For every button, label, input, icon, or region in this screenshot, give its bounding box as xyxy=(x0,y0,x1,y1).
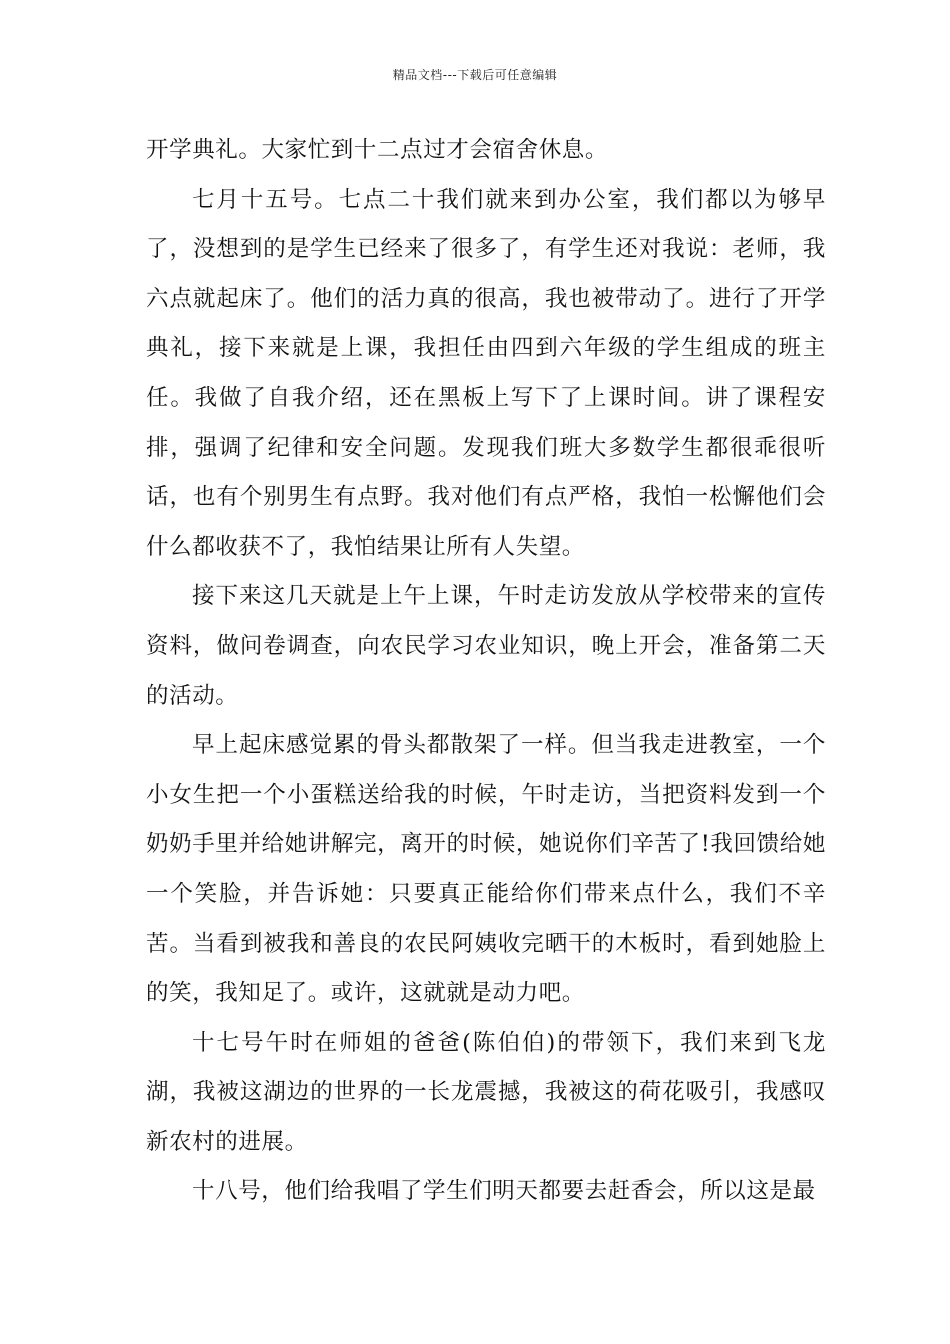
paragraph-6: 十八号，他们给我唱了学生们明天都要去赶香会，所以这是最 xyxy=(192,1178,816,1205)
page-header: 精品文档---下载后可任意编辑 xyxy=(392,68,558,82)
paragraph-4: 早上起床感觉累的骨头都散架了一样。但当我走进教室，一个小女生把一个小蛋糕送给我的时候，午时走访，当把资料发到一个奶奶手里并给她讲解完，离开的时候，她说你们辛苦了!我回馈给她一个笑脸，并告诉她：只要真正能给你们带来点什么，我们不辛苦。当看到被我和善良的农民阿姨收完晒干的木板时，看到她脸上的笑，我知足了。或许，这就就是动力吧。 xyxy=(146,732,826,1007)
paragraph-3: 接下来这几天就是上午上课，午时走访发放从学校带来的宣传资料，做问卷调查，向农民学习农业知识，晚上开会，准备第二天的活动。 xyxy=(146,583,826,709)
paragraph-5: 十七号午时在师姐的爸爸(陈伯伯)的带领下，我们来到飞龙湖，我被这湖边的世界的一长龙震撼，我被这的荷花吸引，我感叹新农村的进展。 xyxy=(146,1029,826,1155)
paragraph-1: 开学典礼。大家忙到十二点过才会宿舍休息。 xyxy=(146,137,609,163)
document-body xyxy=(146,126,826,1217)
paragraph-2: 七月十五号。七点二十我们就来到办公室，我们都以为够早了，没想到的是学生已经来了很多了，有学生还对我说：老师，我六点就起床了。他们的活力真的很高，我也被带动了。进行了开学典礼，接下来就是上课，我担任由四到六年级的学生组成的班主任。我做了自我介绍，还在黑板上写下了上课时间。讲了课程安排，强调了纪律和安全问题。发现我们班大多数学生都很乖很听话，也有个别男生有点野。我对他们有点严格，我怕一松懈他们会什么都收获不了，我怕结果让所有人失望。 xyxy=(146,186,826,560)
